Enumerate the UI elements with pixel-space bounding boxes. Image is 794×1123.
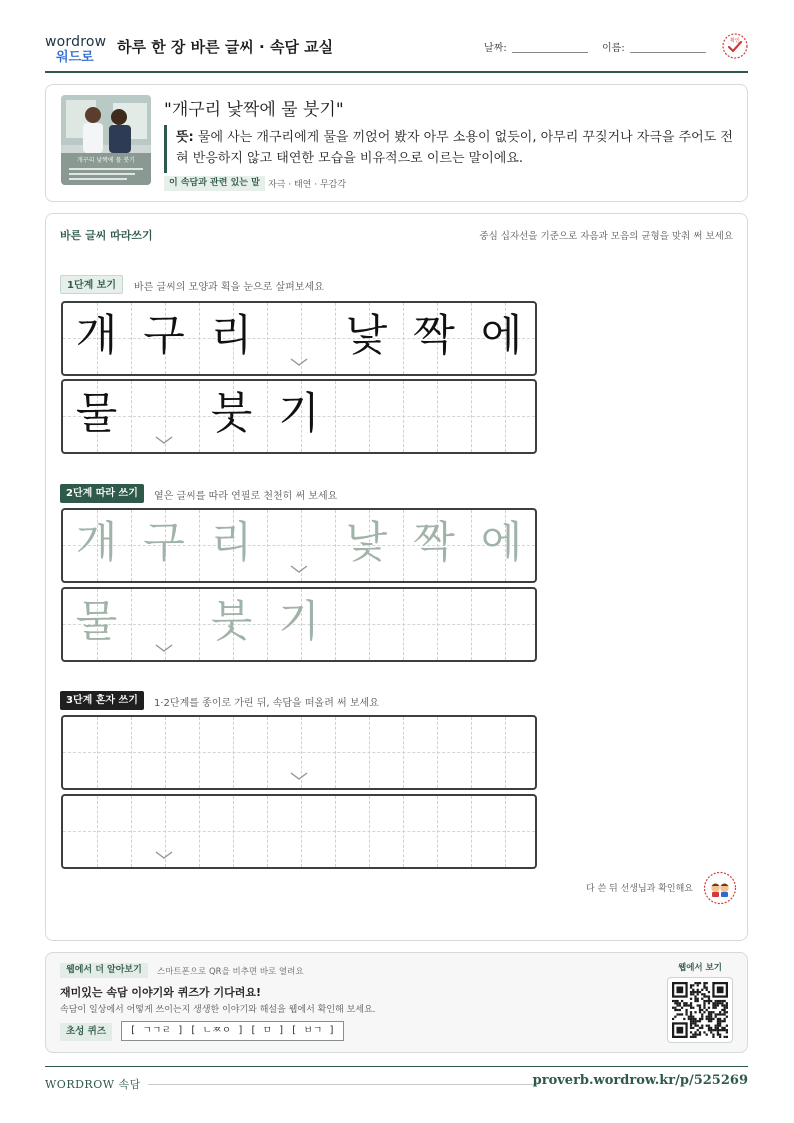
date-label: 날짜:: [484, 43, 507, 54]
writing-cell[interactable]: [266, 796, 333, 867]
step3-desc: 1·2단계를 종이로 가린 뒤, 속담을 떠올려 써 보세요: [154, 698, 379, 709]
writing-cell: 개: [75, 518, 118, 568]
step1-desc: 바른 글씨의 모양과 획을 눈으로 살펴보세요: [134, 282, 324, 293]
writing-cell: 짝: [413, 311, 455, 361]
page-title: 하루 한 장 바른 글씨 · 속담 교실: [117, 38, 334, 56]
meaning-text: 물에 사는 개구리에게 물을 끼얹어 봤자 아무 소용이 없듯이, 아무리 꾸짖거나 자극을 주어도 전혀 반응하지 않고 태연한 모습을 비유적으로 이르는 말이에요.: [176, 130, 733, 166]
writing-cell: 기: [278, 389, 320, 439]
footer-url[interactable]: proverb.wordrow.kr/p/525269: [532, 1073, 748, 1088]
name-field[interactable]: [630, 52, 706, 53]
writing-cell: 낯: [345, 518, 388, 568]
web-more-title: 재미있는 속담 이야기와 퀴즈가 기다려요!: [60, 986, 261, 999]
step2-row-1[interactable]: [61, 508, 537, 583]
writing-cell[interactable]: [198, 717, 265, 788]
writing-cell[interactable]: [63, 796, 130, 867]
step1-badge: 1단계 보기: [60, 275, 123, 294]
thumb-caption: 개구리 낯짝에 물 붓기: [77, 157, 135, 164]
writing-cell: [401, 381, 468, 452]
word-space-icon: [289, 564, 309, 574]
writing-cell: 개: [75, 311, 118, 361]
page-header: [45, 28, 748, 73]
writing-cell: 에: [480, 311, 523, 361]
writing-cell: 리: [210, 311, 253, 361]
word-space-icon: [289, 771, 309, 781]
writing-cell[interactable]: [63, 717, 130, 788]
writing-cell: [401, 589, 468, 660]
web-more-card: [45, 952, 748, 1053]
meaning-label: 뜻:: [176, 130, 194, 145]
writing-cell: [468, 381, 535, 452]
step1-row-1: [61, 301, 537, 376]
writing-cell[interactable]: [198, 796, 265, 867]
writing-cell[interactable]: [401, 717, 468, 788]
related-words-tag: 이 속담과 관련 있는 말: [164, 176, 265, 191]
date-field[interactable]: [512, 52, 588, 53]
web-more-desc: 속담이 일상에서 어떻게 쓰이는지 생생한 이야기와 해설을 웹에서 확인해 보세요.: [60, 1005, 376, 1015]
qr-code-icon: [672, 982, 728, 1038]
writing-cell: [333, 381, 400, 452]
related-words: 자극 · 태연 · 무감각: [268, 180, 347, 190]
proverb-meaning: [176, 127, 736, 169]
writing-cell[interactable]: [468, 796, 535, 867]
writing-cell[interactable]: [333, 796, 400, 867]
quiz-label: 초성 퀴즈: [60, 1023, 112, 1041]
name-label: 이름:: [602, 43, 625, 54]
writing-cell[interactable]: [131, 717, 198, 788]
step3-row-2[interactable]: [61, 794, 537, 869]
qr-code[interactable]: [667, 977, 733, 1043]
word-space-icon: [154, 850, 174, 860]
step2-badge: 2단계 따라 쓰기: [60, 484, 144, 503]
word-space-icon: [154, 435, 174, 445]
writing-cell: 낯: [345, 311, 388, 361]
logo-korean: 워드로: [56, 50, 94, 65]
web-view-label: 웹에서 보기: [678, 963, 723, 973]
writing-cell: 구: [143, 311, 185, 361]
web-more-badge: 웹에서 더 알아보기: [60, 963, 148, 978]
practice-hint: 중심 십자선을 기준으로 자음과 모음의 균형을 맞춰 써 보세요: [479, 231, 733, 242]
writing-cell: 구: [143, 518, 185, 568]
writing-cell: 붓: [210, 389, 253, 439]
writing-cell: 리: [210, 518, 253, 568]
meaning-accent-bar: [164, 125, 167, 173]
word-space-icon: [154, 643, 174, 653]
writing-cell[interactable]: [333, 717, 400, 788]
step3-row-1[interactable]: [61, 715, 537, 790]
footer-brand: WORDROW 속담: [45, 1078, 141, 1091]
practice-title: 바른 글씨 따라쓰기: [60, 229, 153, 242]
writing-cell: 붓: [210, 597, 253, 647]
footer-rule: [45, 1066, 748, 1067]
writing-cell: 물: [75, 389, 118, 439]
writing-cell: 짝: [413, 518, 455, 568]
writing-cell: 에: [480, 518, 523, 568]
practice-section: [45, 213, 748, 941]
writing-cell: 기: [278, 597, 320, 647]
step1-row-2: [61, 379, 537, 454]
writing-cell[interactable]: [468, 717, 535, 788]
proverb-illustration: [61, 95, 151, 185]
word-space-icon: [289, 357, 309, 367]
writing-cell[interactable]: [401, 796, 468, 867]
qr-hint: 스마트폰으로 QR을 비추면 바로 열려요: [157, 967, 304, 977]
writing-cell: 물: [75, 597, 118, 647]
check-badge-text: 확인: [730, 38, 740, 44]
proverb-text: "개구리 낯짝에 물 붓기": [164, 100, 344, 120]
writing-cell: [468, 589, 535, 660]
proverb-card: [45, 84, 748, 202]
footer-divider: [148, 1084, 538, 1085]
check-badge-icon: [722, 33, 748, 59]
wordrow-logo: [45, 34, 111, 64]
step2-desc: 옅은 글씨를 따라 연필로 천천히 써 보세요: [154, 491, 338, 502]
initial-sound-quiz: [ ㄱㄱㄹ ] [ ㄴㅉㅇ ] [ ㅁ ] [ ㅂㄱ ]: [121, 1021, 344, 1041]
logo-wordmark: wordrow: [45, 34, 107, 50]
teacher-stamp-icon: [703, 871, 737, 905]
step3-badge: 3단계 혼자 쓰기: [60, 691, 144, 710]
writing-cell: [333, 589, 400, 660]
step2-row-2[interactable]: [61, 587, 537, 662]
teacher-confirm-text: 다 쓴 뒤 선생님과 확인해요: [585, 884, 693, 894]
